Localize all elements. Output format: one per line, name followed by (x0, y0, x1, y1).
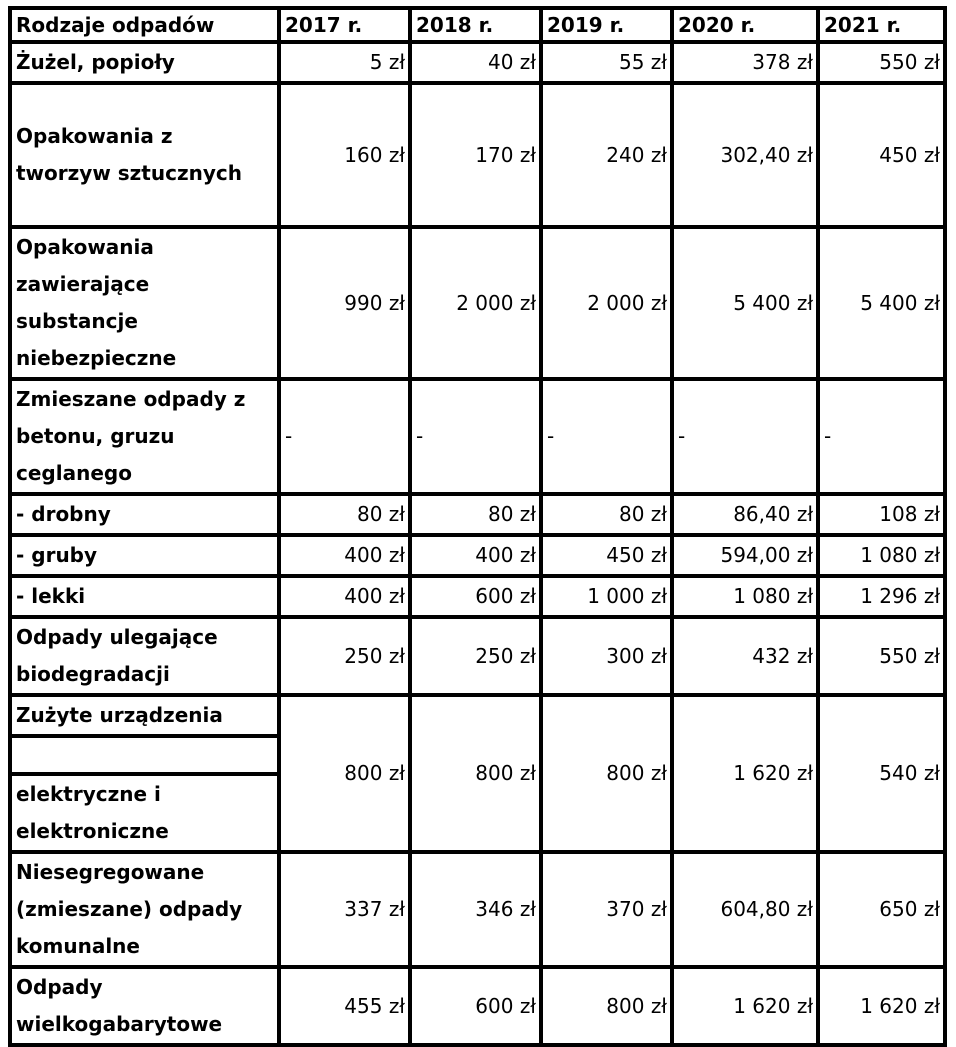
cell-2018: 2 000 zł (410, 227, 541, 379)
cell-2017: 337 zł (279, 852, 410, 967)
cell-2019: 80 zł (541, 494, 672, 535)
row-label: Opakowania z tworzyw sztucznych (10, 83, 279, 227)
cell-2021: 650 zł (818, 852, 945, 967)
cell-2018: 346 zł (410, 852, 541, 967)
header-2020: 2020 r. (672, 8, 818, 42)
row-label: - lekki (10, 576, 279, 617)
table-row (10, 535, 945, 576)
cell-2018: 600 zł (410, 967, 541, 1045)
cell-2018: 800 zł (410, 695, 541, 852)
cell-2017: 80 zł (279, 494, 410, 535)
table-row (10, 695, 945, 736)
row-label-top: Zużyte urządzenia (10, 695, 279, 736)
cell-2019: - (541, 379, 672, 494)
row-label: Zmieszane odpady z betonu, gruzu ceglanego (10, 379, 279, 494)
row-label-bottom: elektryczne i elektroniczne (10, 774, 279, 852)
row-label: Opakowania zawierające substancje niebezpieczne (10, 227, 279, 379)
cell-2019: 2 000 zł (541, 227, 672, 379)
waste-fees-table (8, 6, 947, 1047)
table-row (10, 494, 945, 535)
cell-2019: 800 zł (541, 967, 672, 1045)
header-2017: 2017 r. (279, 8, 410, 42)
cell-2021: 1 080 zł (818, 535, 945, 576)
header-2018: 2018 r. (410, 8, 541, 42)
header-row (10, 8, 945, 42)
cell-2017: 160 zł (279, 83, 410, 227)
row-label: Niesegregowane (zmieszane) odpady komunalne (10, 852, 279, 967)
row-label: - gruby (10, 535, 279, 576)
cell-2017: 800 zł (279, 695, 410, 852)
cell-2018: 80 zł (410, 494, 541, 535)
cell-2019: 800 zł (541, 695, 672, 852)
cell-2020: 86,40 zł (672, 494, 818, 535)
table-row (10, 852, 945, 967)
header-2021: 2021 r. (818, 8, 945, 42)
table-row (10, 617, 945, 695)
cell-2018: 400 zł (410, 535, 541, 576)
cell-2021: - (818, 379, 945, 494)
cell-2018: 600 zł (410, 576, 541, 617)
cell-2017: 250 zł (279, 617, 410, 695)
cell-2021: 450 zł (818, 83, 945, 227)
cell-2017: 400 zł (279, 576, 410, 617)
cell-2021: 5 400 zł (818, 227, 945, 379)
table-row (10, 227, 945, 379)
cell-2017: 5 zł (279, 42, 410, 83)
cell-2021: 1 620 zł (818, 967, 945, 1045)
cell-2017: 400 zł (279, 535, 410, 576)
cell-2020: 1 620 zł (672, 967, 818, 1045)
cell-2020: 432 zł (672, 617, 818, 695)
row-label: Odpady wielkogabarytowe (10, 967, 279, 1045)
header-waste-type: Rodzaje odpadów (10, 8, 279, 42)
cell-2021: 550 zł (818, 617, 945, 695)
cell-2021: 550 zł (818, 42, 945, 83)
row-label: Odpady ulegające biodegradacji (10, 617, 279, 695)
cell-2017: 455 zł (279, 967, 410, 1045)
cell-2018: 170 zł (410, 83, 541, 227)
table-row (10, 967, 945, 1045)
cell-2021: 540 zł (818, 695, 945, 852)
table-row (10, 576, 945, 617)
cell-2021: 1 296 zł (818, 576, 945, 617)
cell-2019: 370 zł (541, 852, 672, 967)
cell-2019: 1 000 zł (541, 576, 672, 617)
row-label: - drobny (10, 494, 279, 535)
cell-2019: 240 zł (541, 83, 672, 227)
cell-2018: 250 zł (410, 617, 541, 695)
cell-2017: - (279, 379, 410, 494)
cell-2020: 302,40 zł (672, 83, 818, 227)
cell-2020: 1 620 zł (672, 695, 818, 852)
cell-2018: - (410, 379, 541, 494)
cell-2018: 40 zł (410, 42, 541, 83)
header-2019: 2019 r. (541, 8, 672, 42)
cell-2017: 990 zł (279, 227, 410, 379)
cell-2020: 594,00 zł (672, 535, 818, 576)
row-label-empty (10, 736, 279, 774)
cell-2020: 1 080 zł (672, 576, 818, 617)
table-row (10, 379, 945, 494)
cell-2019: 300 zł (541, 617, 672, 695)
cell-2019: 450 zł (541, 535, 672, 576)
table-row (10, 42, 945, 83)
cell-2019: 55 zł (541, 42, 672, 83)
table-row (10, 83, 945, 227)
cell-2020: 604,80 zł (672, 852, 818, 967)
cell-2020: - (672, 379, 818, 494)
cell-2020: 5 400 zł (672, 227, 818, 379)
row-label: Żużel, popioły (10, 42, 279, 83)
cell-2021: 108 zł (818, 494, 945, 535)
cell-2020: 378 zł (672, 42, 818, 83)
